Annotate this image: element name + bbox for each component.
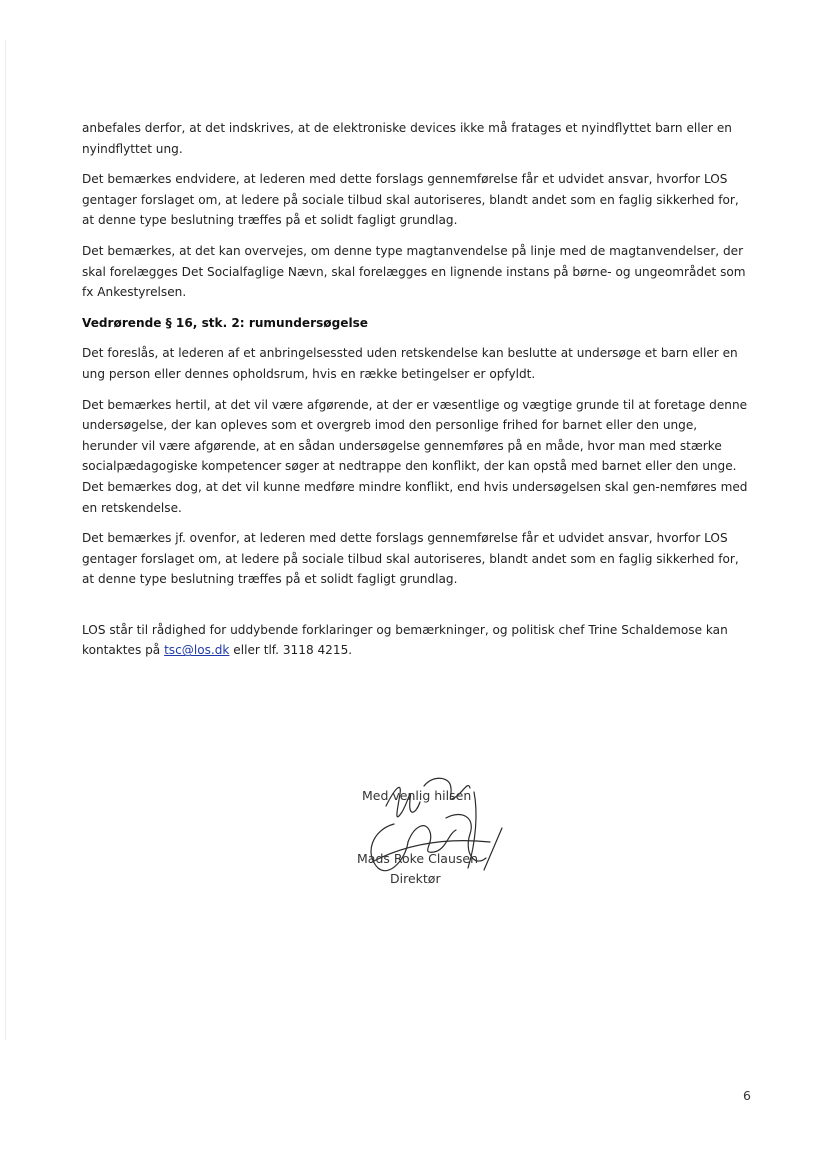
closing-greeting: Med venlig hilsen: [362, 788, 472, 803]
scan-edge: [5, 40, 6, 1040]
signatory-name: Mads Roke Clausen: [357, 851, 479, 866]
section-heading: Vedrørende § 16, stk. 2: rumundersøgelse: [82, 315, 368, 330]
page-number: 6: [743, 1088, 751, 1103]
body-text: [82, 118, 754, 671]
paragraph: Det foreslås, at lederen af et anbringelsessted uden retskendelse kan beslutte at undersøge et barn eller en ung person eller dennes opholdsrum, hvis en række betingelser er opfyldt.: [82, 346, 738, 381]
paragraph: Det bemærkes, at det kan overvejes, om denne type magtanvendelse på linje med de magtanvendelser, der skal forelægges Det Socialfaglige Nævn, skal forelægges en lignende instans på børne- og ungeområdet som fx Ankestyrelsen.: [82, 243, 746, 300]
signature-block: [350, 772, 520, 892]
contact-paragraph: [82, 620, 754, 661]
paragraph: anbefales derfor, at det indskrives, at de elektroniske devices ikke må fratages et nyindflyttet barn eller en nyindflyttet ung.: [82, 121, 732, 156]
email-link[interactable]: tsc@los.dk: [164, 643, 230, 658]
contact-text: LOS står til rådighed for uddybende forklaringer og bemærkninger, og politisk chef Trine Schaldemose kan kontaktes på: [82, 622, 728, 658]
paragraph: Det bemærkes endvidere, at lederen med dette forslags gennemførelse får et udvidet ansvar, hvorfor LOS gentager forslaget om, at ledere på sociale tilbud skal autoriseres, blandt andet som en faglig sikkerhed for, at denne type beslutning træffes på et solidt fagligt grundlag.: [82, 172, 739, 228]
paragraph: Det bemærkes jf. ovenfor, at lederen med dette forslags gennemførelse får et udvidet ansvar, hvorfor LOS gentager forslaget om, at ledere på sociale tilbud skal autoriseres, blandt andet som en faglig sikkerhed for, at denne type beslutning træffes på et solidt fagligt grundlag.: [82, 531, 739, 587]
contact-phone-text: eller tlf. 3118 4215.: [229, 643, 353, 658]
signatory-title: Direktør: [390, 871, 441, 886]
paragraph: Det bemærkes hertil, at det vil være afgørende, at der er væsentlige og vægtige grunde til at foretage denne undersøgelse, der kan opleves som et overgreb imod den personlige frihed for barnet eller den unge, herunder vil være afgørende, at en sådan undersøgelse gennemføres på en måde, hvor man med stærke socialpædagogiske kompetencer søger at nedtrappe den konflikt, der kan opstå med barnet eller den unge. Det bemærkes dog, at det vil kunne medføre mindre konflikt, end hvis undersøgelsen skal gen-nemføres med en retskendelse.: [82, 397, 748, 515]
